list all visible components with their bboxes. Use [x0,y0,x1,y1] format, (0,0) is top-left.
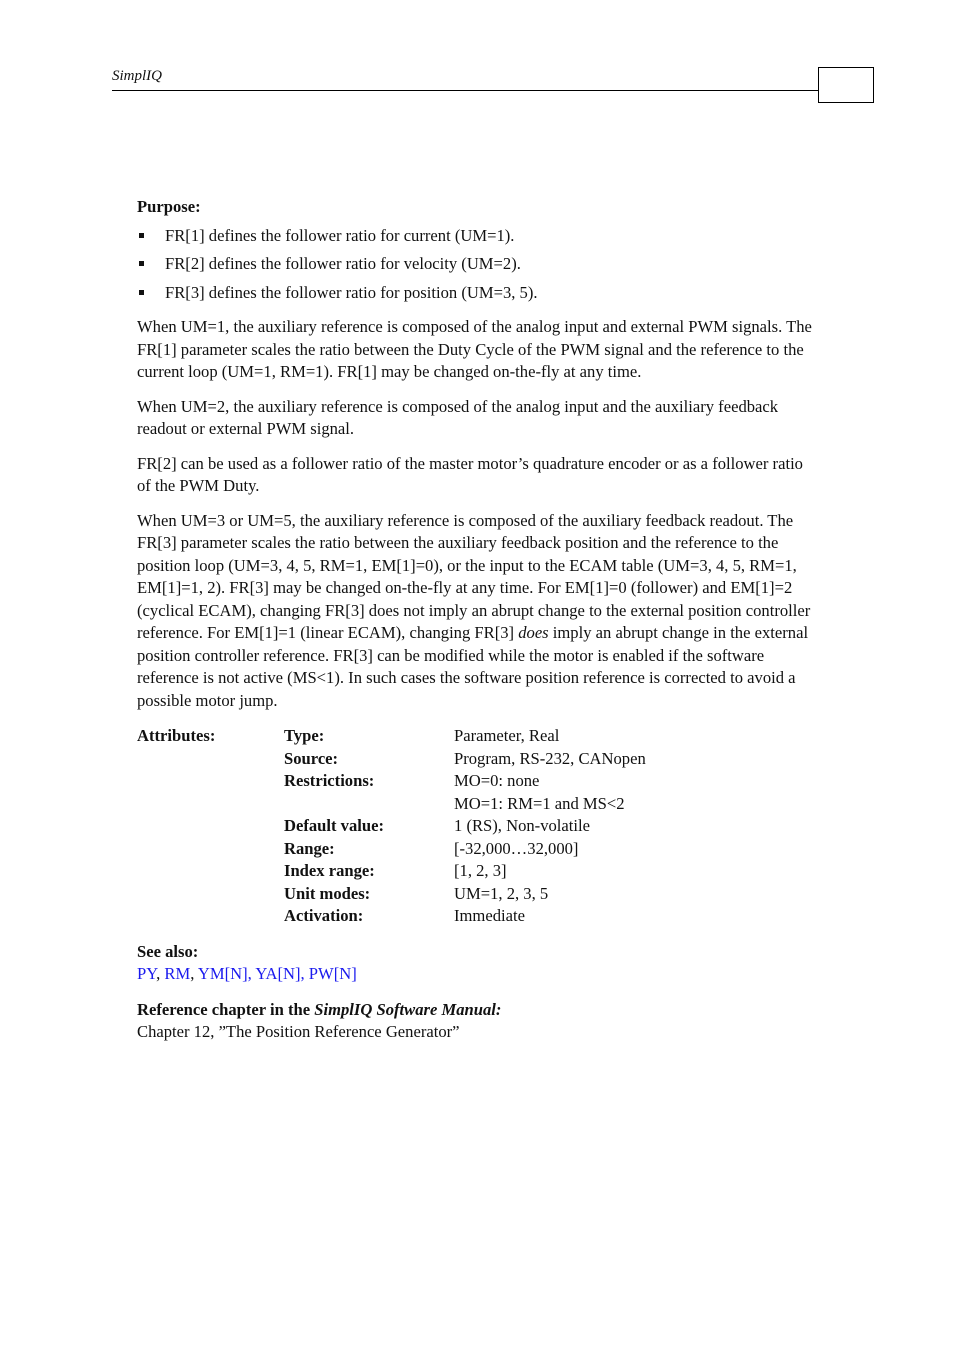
attr-default-value: 1 (RS), Non-volatile [454,816,590,835]
reference-chapter: Chapter 12, ”The Position Reference Generator” [137,1022,460,1041]
link-separator: , [190,964,198,983]
link-ym-ya-pw[interactable]: YM[N], YA[N], PW[N] [197,964,357,983]
paragraph-um3 [137,510,813,713]
list-item [137,282,813,305]
attr-restrictions-value-1: MO=0: none [454,771,540,790]
attr-restrictions-key: Restrictions: [284,771,375,790]
see-also-label: See also: [137,941,199,961]
bullet-text: FR[1] defines the follower ratio for current (UM=1). [165,225,515,245]
attr-index-value: [1, 2, 3] [454,861,507,880]
attr-type-key: Type: [284,726,325,745]
link-py[interactable]: PY [137,964,157,983]
purpose-list [137,225,813,305]
bullet-square-icon [139,261,144,266]
attributes-label: Attributes: [137,726,216,745]
attr-source-key: Source: [284,748,339,768]
attr-source-value: Program, RS-232, CANopen [454,748,646,768]
paragraph-um3-emphasis: does [518,623,549,642]
page-number-box [818,67,874,103]
header-rule [112,90,819,91]
bullet-square-icon [139,233,144,238]
list-item [137,225,813,248]
reference-section [137,999,813,1044]
see-also-links [137,963,813,986]
paragraph-um1: When UM=1, the auxiliary reference is composed of the analog input and external PWM signals. The FR[1] parameter scales the ratio between the Duty Cycle of the PWM signal and the reference to the current loop (UM=1, RM=1). FR[1] may be changed on-the-fly at any time. [137,317,812,381]
attr-activation-value: Immediate [454,906,525,925]
paragraph-um2: When UM=2, the auxiliary reference is composed of the analog input and the auxiliary feedback readout or external PWM signal. [137,396,779,438]
attr-type-value: Parameter, Real [454,726,560,745]
paragraph-um3-part2: imply an abrupt change in the external position controller reference. FR[3] can be modified while the motor is enabled if the software reference is not active (MS<1). In such cases the software position reference is corrected to avoid a possible motor jump. [137,623,809,710]
list-item [137,253,813,276]
see-also-section [137,941,813,986]
attr-range-value: [-32,000…32,000] [454,838,579,858]
attr-range-key: Range: [284,838,335,858]
main-content [137,196,813,1044]
bullet-square-icon [139,290,144,295]
paragraph-um3-part1: When UM=3 or UM=5, the auxiliary reference is composed of the auxiliary feedback readout. The FR[3] parameter scales the ratio between the auxiliary feedback position and the reference to the position loop (UM=3, 4, 5, RM=1, EM[1]=0), or the input to the ECAM table (UM=3, 4, 5, RM=1, EM[1]=1, 2). FR[3] may be changed on-the-fly at any time. For EM[1]=0 (follower) and EM[1]=2 (cyclical ECAM), changing FR[3] does not imply an abrupt change to the external position controller reference. For EM[1]=1 (linear ECAM), changing FR[3] [137,510,811,642]
reference-label-manual: SimplIQ Software Manual: [314,999,502,1019]
attr-activation-key: Activation: [284,906,364,925]
attr-default-key: Default value: [284,816,385,835]
bullet-text: FR[2] defines the follower ratio for velocity (UM=2). [165,254,521,273]
link-rm[interactable]: RM [164,964,191,983]
attr-index-key: Index range: [284,861,375,880]
reference-label-prefix: Reference chapter in the [137,999,315,1019]
reference-label [137,999,813,1022]
link-separator: , [156,964,165,983]
attributes-table [137,725,813,928]
bullet-text: FR[3] defines the follower ratio for position (UM=3, 5). [165,282,538,302]
paragraph-fr2: FR[2] can be used as a follower ratio of the master motor’s quadrature encoder or as a follower ratio of the PWM Duty. [137,453,803,495]
header-title: SimplIQ [112,68,162,84]
attr-unit-modes-value: UM=1, 2, 3, 5 [454,883,549,903]
purpose-label: Purpose: [137,197,201,216]
attr-restrictions-value-2: MO=1: RM=1 and MS<2 [454,793,625,813]
attr-unit-modes-key: Unit modes: [284,883,371,903]
